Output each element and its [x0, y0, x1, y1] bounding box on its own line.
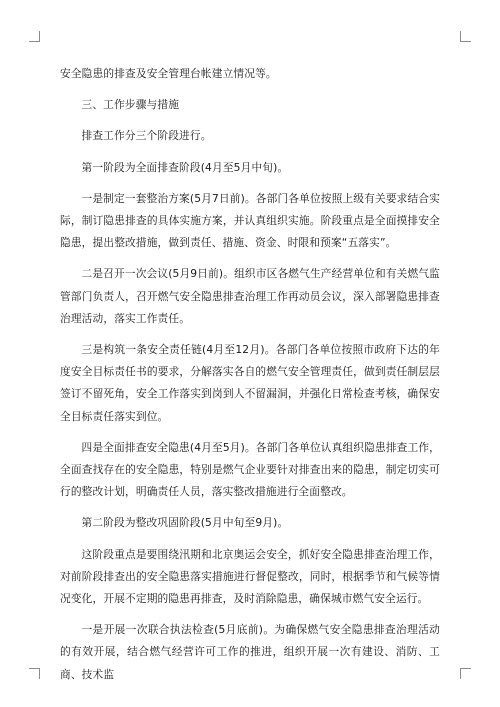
- crop-mark-bottom-left: [29, 668, 40, 679]
- paragraph: 二是召开一次会议(5月9日前)。组织市区各燃气生产经营单位和有关燃气监管部门负责人，召开燃气安全隐患排查治理工作再动员会议，深入部署隐患排查治理活动，落实工作责任。: [60, 267, 441, 325]
- paragraph: 三是构筑一条安全责任链(4月至12月)。各部门各单位按照市政府下达的年度安全目标责任书的要求，分解落实各自的燃气安全管理责任，做到责任制层层签订不留死角，安全工作落实到岗到人不留漏洞，并强化日常检查考核，确保安全目标责任落实到位。: [60, 343, 440, 423]
- paragraph: 四是全面排查安全隐患(4月至5月)。各部门各单位认真组织隐患排查工作，全面查找存在的安全隐患，特别是燃气企业要针对排查出来的隐患，制定切实可行的整改计划，明确责任人员，落实整改措施进行全面整改。: [60, 440, 441, 499]
- paragraph-continuation: 安全隐患的排查及安全管理台帐建立情况等。: [60, 67, 277, 80]
- crop-mark-bottom-right: [460, 668, 471, 679]
- stage-heading: 第二阶段为整改巩固阶段(5月中旬至9月)。: [81, 516, 289, 530]
- stage-heading: 第一阶段为全面排查阶段(4月至5月中旬)。: [81, 160, 289, 174]
- paragraph: 一是制定一套整治方案(5月7日前)。各部门各单位按照上级有关要求结合实际，制订隐患排查的具体实施方案，并认真组织实施。阶段重点是全面摸排安全隐患，提出整改措施，做到责任、措施、资金、时限和预案“五落实”。: [60, 191, 441, 250]
- paragraph: 一是开展一次联合执法检查(5月底前)。为确保燃气安全隐患排查治理活动的有效开展，结合燃气经营许可工作的推进，组织开展一次有建设、消防、工商、技术监: [60, 623, 440, 681]
- section-heading: 三、工作步骤与措施: [81, 98, 180, 112]
- paragraph: 排查工作分三个阶段进行。: [81, 129, 212, 143]
- document-body: [60, 63, 440, 695]
- crop-mark-top-left: [29, 31, 40, 42]
- crop-mark-top-right: [460, 31, 471, 42]
- paragraph: 这阶段重点是要围绕汛期和北京奥运会安全，抓好安全隐患排查治理工作，对前阶段排查出的安全隐患落实措施进行督促整改，同时，根据季节和气候等情况变化，开展不定期的隐患再排查，及时消除隐患，确保城市燃气安全运行。: [60, 547, 440, 606]
